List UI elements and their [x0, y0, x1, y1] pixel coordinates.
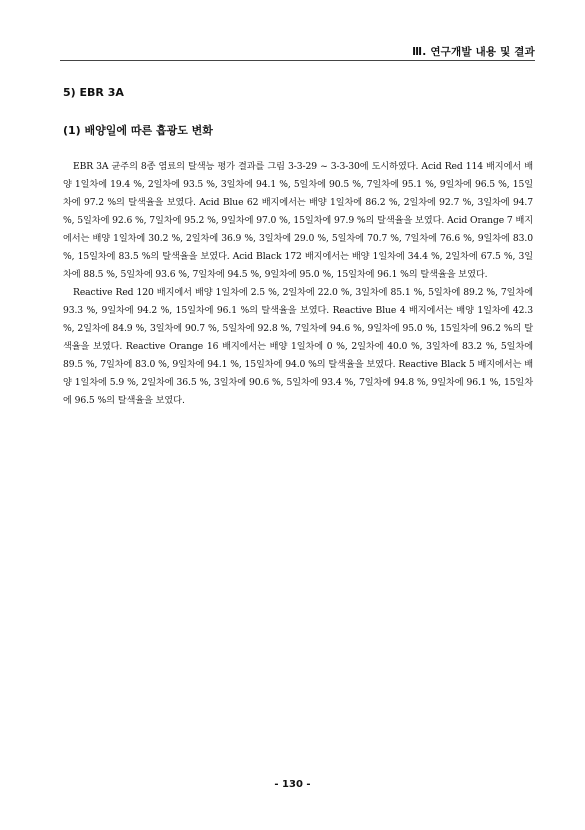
section-heading: 5) EBR 3A	[63, 86, 124, 99]
running-header: Ⅲ. 연구개발 내용 및 결과	[412, 46, 535, 58]
paragraph-acid-dyes: EBR 3A 균주의 8종 염료의 탈색능 평가 결과를 그림 3-3-29 ~ 3-3-30에 도시하였다. Acid Red 114 배지에서 배양 1일차에 19.4 %, 2일차에 93.5 %, 3일차에 94.1 %, 5일차에 90.5 %, 7일차에 95.1 %, 9일차에 96.5 %, 15일차에 97.2 %의 탈색율을 보였다. Acid Blue 62 배지에서는 배양 1일차에 86.2 %, 2일차에 92.7 %, 3일차에 94.7 %, 5일차에 92.6 %, 7일차에 95.2 %, 9일차에 97.0 %, 15일차에 97.9 %의 탈색율을 보였다. Acid Orange 7 배지에서는 배양 1일차에 30.2 %, 2일차에 36.9 %, 3일차에 29.0 %, 5일차에 70.7 %, 7일차에 76.6 %, 9일차에 83.0 %, 15일차에 83.5 %의 탈색율을 보였다. Acid Black 172 배지에서는 배양 1일차에 34.4 %, 2일차에 67.5 %, 3일차에 88.5 %, 5일차에 93.6 %, 7일차에 94.5 %, 9일차에 95.0 %, 15일차에 96.1 %의 탈색율을 보였다.	[63, 161, 534, 280]
paragraph-reactive-dyes: Reactive Red 120 배지에서 배양 1일차에 2.5 %, 2일차에 22.0 %, 3일차에 85.1 %, 5일차에 89.2 %, 7일차에 93.3 %, 9일차에 94.2 %, 15일차에 96.1 %의 탈색율을 보였다. Reactive Blue 4 배지에서는 배양 1일차에 42.3 %, 2일차에 84.9 %, 3일차에 90.7 %, 5일차에 92.8 %, 7일차에 94.6 %, 9일차에 95.0 %, 15일차에 96.2 %의 탈색율을 보였다. Reactive Orange 16 배지에서는 배양 1일차에 0 %, 2일차에 40.0 %, 3일차에 83.2 %, 5일차에 89.5 %, 7일차에 83.0 %, 9일차에 94.1 %, 15일차에 94.0 %의 탈색율을 보였다. Reactive Black 5 배지에서는 배양 1일차에 5.9 %, 2일차에 36.5 %, 3일차에 90.6 %, 5일차에 93.4 %, 7일차에 94.8 %, 9일차에 96.1 %, 15일차에 96.5 %의 탈색율을 보였다.	[63, 287, 533, 406]
header-rule	[60, 60, 535, 61]
subsection-heading: (1) 배양일에 따른 흡광도 변화	[63, 124, 213, 137]
body-text	[63, 158, 533, 410]
page-number: - 130 -	[274, 779, 311, 790]
